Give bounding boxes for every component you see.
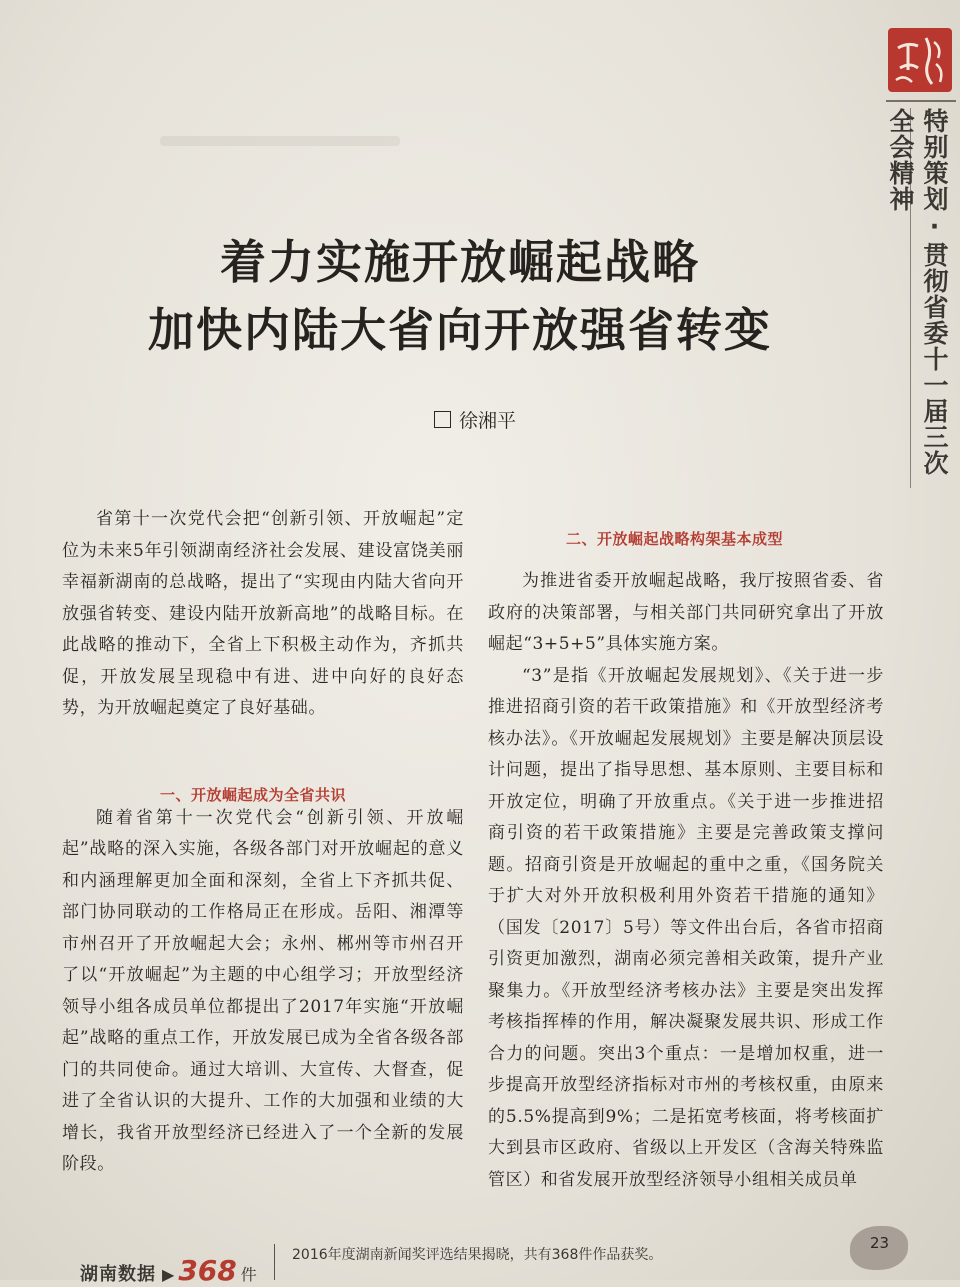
logo-calligraphy-icon xyxy=(888,28,952,92)
byline xyxy=(434,406,516,433)
section-two-heading: 二、开放崛起战略构架基本成型 xyxy=(566,530,784,548)
footer-count: 368 xyxy=(178,1254,237,1287)
logo-divider xyxy=(886,100,956,102)
footer-brand-name: 湖南数据 xyxy=(80,1264,156,1285)
footer-divider xyxy=(274,1244,275,1280)
footer-count-unit: 件 xyxy=(240,1265,257,1284)
section-banner-text: 特别策划·贯彻省委十一届三次全会精神 xyxy=(886,108,949,476)
article-title-line-2: 加快内陆大省向开放强省转变 xyxy=(148,303,772,357)
author-name: 徐湘平 xyxy=(459,410,517,432)
article-title-line-1: 着力实施开放崛起战略 xyxy=(220,235,700,289)
magazine-logo xyxy=(888,28,952,92)
intro-paragraph: 省第十一次党代会把“创新引领、开放崛起”定位为未来5年引领湖南经济社会发展、建设富饶美丽幸福新湖南的总战略，提出了“实现由内陆大省向开放强省转变、建设内陆开放新高地”的战略目标。在此战略的推动下，全省上下积极主动作为，齐抓共促，开放发展呈现稳中有进、进中向好的良好态势，为开放崛起奠定了良好基础。 xyxy=(62,509,464,718)
left-column xyxy=(62,504,464,1181)
section-one-heading: 一、开放崛起成为全省共识 xyxy=(160,786,347,804)
section-two-paragraph-1: 为推进省委开放崛起战略，我厅按照省委、省政府的决策部署，与相关部门共同研究拿出了开放崛起“3+5+5”具体实施方案。 xyxy=(488,571,884,654)
right-column xyxy=(488,566,884,1196)
bleed-through-line xyxy=(160,136,400,146)
footer-brand xyxy=(80,1254,257,1287)
section-banner xyxy=(886,108,951,488)
square-bullet-icon xyxy=(434,411,451,428)
section-one-paragraph: 随着省第十一次党代会“创新引领、开放崛起”战略的深入实施，各级各部门对开放崛起的意义和内涵理解更加全面和深刻，全省上下齐抓共促、部门协同联动的工作格局正在形成。岳阳、湘潭等市州召开了开放崛起大会；永州、郴州等市州召开了以“开放崛起”为主题的中心组学习；开放型经济领导小组各成员单位都提出了2017年实施“开放崛起”战略的重点工作，开放发展已成为全省各级各部门的共同使命。通过大培训、大宣传、大督查，促进了全省认识的大提升、工作的大加强和业绩的大增长，我省开放型经济已经进入了一个全新的发展阶段。 xyxy=(62,807,464,1174)
footer-note: 2016年度湖南新闻奖评选结果揭晓，共有368件作品获奖。 xyxy=(292,1247,663,1263)
section-two-paragraph-2: “3”是指《开放崛起发展规划》、《关于进一步推进招商引资的若干政策措施》和《开放型经济考核办法》。《开放崛起发展规划》主要是解决顶层设计问题，提出了指导思想、基本原则、主要目标和开放定位，明确了开放重点。《关于进一步推进招商引资的若干政策措施》主要是完善政策支撑问题。招商引资是开放崛起的重中之重，《国务院关于扩大对外开放积极利用外资若干措施的通知》（国发〔2017〕5号）等文件出台后，各省市招商引资更加激烈，湖南必须完善相关政策，提升产业聚集力。《开放型经济考核办法》主要是突出发挥考核指挥棒的作用，解决凝聚发展共识、形成工作合力的问题。突出3个重点：一是增加权重，进一步提高开放型经济指标对市州的考核权重，由原来的5.5%提高到9%；二是拓宽考核面，将考核面扩大到县市区政府、省级以上开发区（含海关特殊监管区）和省发展开放型经济领导小组相关成员单 xyxy=(488,665,884,1190)
play-arrow-icon: ▶ xyxy=(162,1265,175,1284)
page-number: 23 xyxy=(870,1234,890,1252)
